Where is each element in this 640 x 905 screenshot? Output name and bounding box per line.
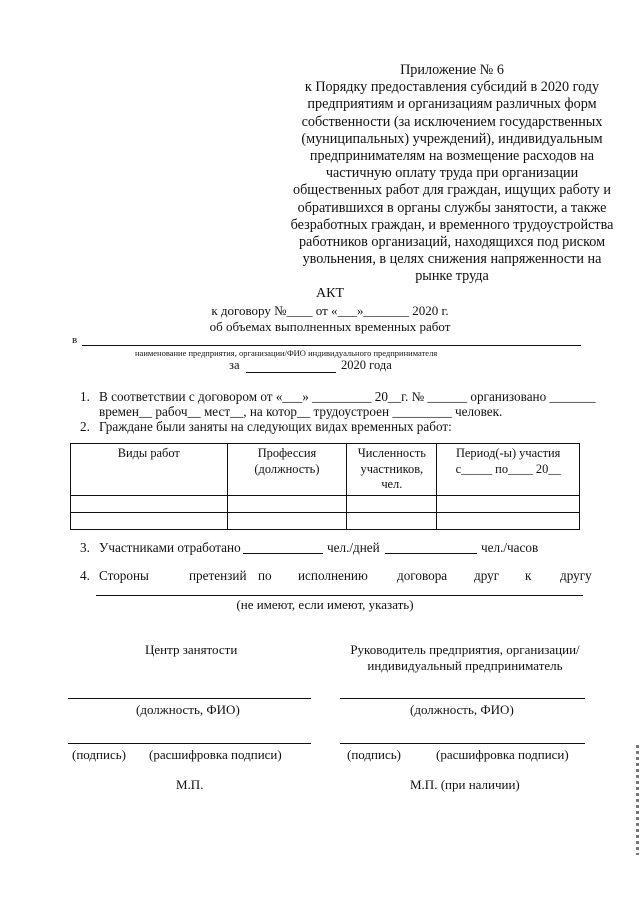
act-subtitle: об объемах выполненных временных работ [209, 319, 451, 334]
item-number: 1. [80, 389, 90, 404]
item-4-word: другу [560, 568, 592, 583]
appendix-line: рынке труда [415, 268, 489, 285]
man-days-blank[interactable] [243, 553, 323, 554]
table-cell[interactable] [437, 495, 580, 512]
left-position-caption: (должность, ФИО) [136, 702, 240, 717]
table-cell[interactable] [347, 495, 437, 512]
table-row [71, 512, 580, 529]
header-period-label: Период(-ы) участия [455, 446, 561, 460]
appendix-header [262, 62, 640, 286]
header-profession: Профессия (должность) [227, 444, 347, 496]
act-contract-line: к договору №____ от «___»_______ 2020 г. [211, 303, 449, 318]
table-header-row [71, 444, 580, 496]
appendix-line: собственности (за исключением государственных [301, 113, 603, 130]
org-name-line[interactable] [82, 345, 581, 346]
in-prefix: в [72, 334, 78, 346]
table-cell[interactable] [227, 495, 347, 512]
appendix-line: предприятиям и организациям различных форм [307, 96, 597, 113]
org-caption: наименование предприятия, организации/ФИО индивидуального предпринимателя [135, 348, 438, 358]
item-number: 2. [80, 419, 90, 434]
appendix-line: к Порядку предоставления субсидий в 2020 году [304, 79, 600, 96]
period-blank[interactable] [246, 372, 336, 373]
right-sign-caption: (подпись) [347, 747, 401, 762]
right-signatory-title-2: индивидуальный предприниматель [367, 658, 563, 673]
right-decode-caption: (расшифровка подписи) [436, 747, 569, 762]
appendix-line: обратившихся в органы службы занятости, а также [297, 199, 607, 216]
appendix-line: частичную оплату труда при организации [325, 165, 579, 182]
left-decode-caption: (расшифровка подписи) [149, 747, 282, 762]
right-signatory-title-1: Руководитель предприятия, организации/ [350, 642, 580, 657]
table-cell[interactable] [347, 512, 437, 529]
left-stamp-place: М.П. [176, 777, 204, 792]
header-work-types: Виды работ [71, 444, 228, 496]
claims-blank[interactable] [96, 595, 583, 596]
left-sign-caption: (подпись) [72, 747, 126, 762]
man-hours-blank[interactable] [385, 553, 477, 554]
header-participants: Численность участников, чел. [347, 444, 437, 496]
table-cell[interactable] [71, 512, 228, 529]
appendix-line: безработных граждан, и временного трудоустройства [290, 216, 614, 233]
table-cell[interactable] [437, 512, 580, 529]
left-position-line[interactable] [68, 698, 311, 699]
scan-edge-artifact [636, 745, 639, 855]
period-prefix: за [229, 358, 240, 372]
item-number: 4. [80, 568, 90, 583]
appendix-line: (муниципальных) учреждений), индивидуальным [301, 130, 603, 147]
appendix-title: Приложение № 6 [400, 62, 504, 78]
right-position-caption: (должность, ФИО) [410, 702, 514, 717]
act-title: АКТ [316, 286, 344, 301]
right-signature-line[interactable] [340, 743, 585, 744]
table-row [71, 495, 580, 512]
appendix-line: предпринимателям на возмещение расходов на [309, 148, 595, 165]
item-4-word: претензий [189, 568, 247, 583]
item-4-word: по [258, 568, 272, 583]
table-cell[interactable] [71, 495, 228, 512]
appendix-line: общественных работ для граждан, ищущих работу и [292, 182, 612, 199]
item-1-line-2: времен__ рабоч__ мест__, на котор__ трудоустроен _________ человек. [99, 404, 503, 419]
item-1-line-1: В соответствии с договором от «___» _________ 20__г. № ______ организовано _______ [99, 389, 596, 404]
works-table [70, 443, 580, 530]
appendix-line: увольнения, в целях снижения напряженности на [302, 251, 602, 268]
claims-caption: (не имеют, если имеют, указать) [236, 597, 414, 612]
item-3-man-days: чел./дней [327, 540, 380, 555]
header-period-sub: с_____ по____ 20__ [455, 461, 561, 476]
item-4-word: Стороны [99, 568, 149, 583]
header-period [437, 444, 580, 496]
table-cell[interactable] [227, 512, 347, 529]
item-3-man-hours: чел./часов [481, 540, 539, 555]
appendix-line: работников организаций, находящихся под риском [298, 234, 606, 251]
item-number: 3. [80, 540, 90, 555]
right-position-line[interactable] [340, 698, 585, 699]
item-4-word: к [525, 568, 532, 583]
left-signatory-title: Центр занятости [145, 642, 238, 657]
item-4-word: договора [397, 568, 448, 583]
item-2-text: Граждане были заняты на следующих видах временных работ: [99, 419, 452, 434]
right-stamp-place: М.П. (при наличии) [410, 777, 520, 792]
item-4-word: исполнению [298, 568, 368, 583]
item-4-word: друг [474, 568, 500, 583]
period-suffix: 2020 года [341, 358, 392, 372]
item-3-worked-label: Участниками отработано [99, 540, 241, 555]
left-signature-line[interactable] [68, 743, 311, 744]
